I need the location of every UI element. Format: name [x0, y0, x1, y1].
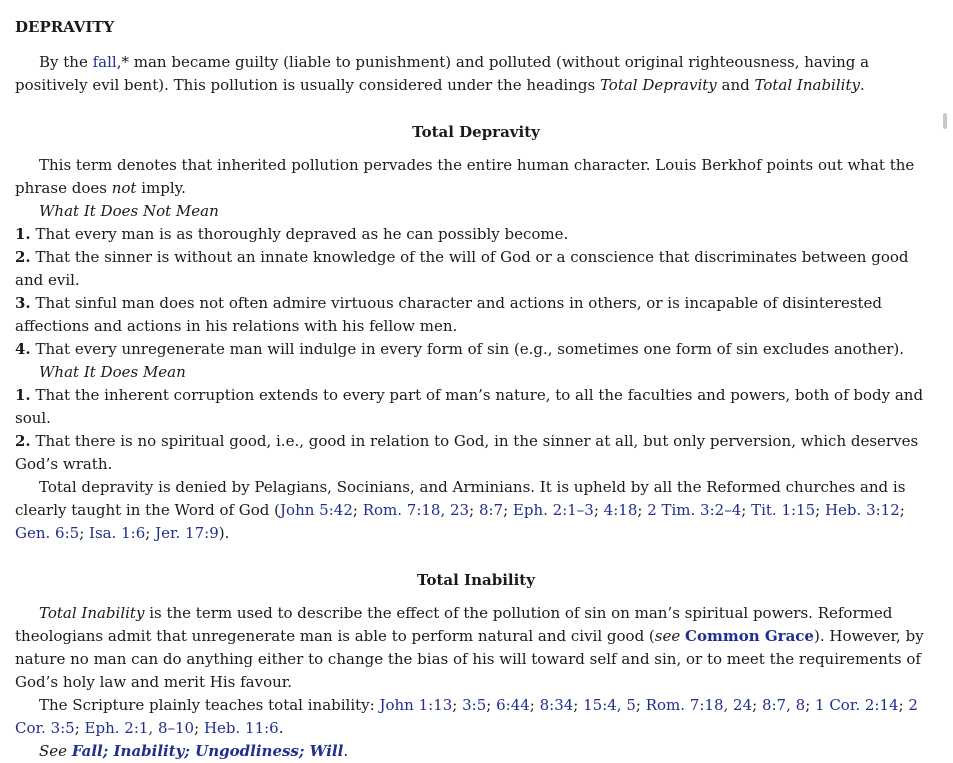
- scripture-ref-link[interactable]: Eph. 2:1–3: [512, 501, 594, 519]
- scripture-ref-link[interactable]: 4:18: [603, 501, 638, 519]
- see-also-link-fall[interactable]: Fall: [71, 742, 103, 760]
- scripture-ref-link[interactable]: 2 Cor. 3:5: [15, 696, 918, 737]
- list-item: 4. That every unregenerate man will indulge in every form of sin (e.g., sometimes one form of sin excludes another).: [15, 340, 905, 358]
- scripture-ref-link[interactable]: Rom. 7:18, 24: [645, 696, 753, 714]
- depravity-intro: This term denotes that inherited pollution pervades the entire human character. Louis Berkhof points out what the phrase does not imply.: [15, 156, 915, 197]
- common-grace-link[interactable]: Common Grace: [685, 627, 814, 645]
- not-mean-list: [15, 223, 937, 361]
- see-also: See Fall; Inability; Ungodliness; Will.: [39, 742, 349, 760]
- scripture-ref-link[interactable]: Gen. 6:5: [15, 524, 80, 542]
- scripture-ref-link[interactable]: 15:4, 5: [583, 696, 636, 714]
- scripture-ref-link[interactable]: Heb. 11:6: [203, 719, 279, 737]
- fall-link[interactable]: fall: [92, 53, 117, 71]
- inability-scripture: The Scripture plainly teaches total inability: John 1:13; 3:5; 6:44; 8:34; 15:4, 5; Rom. 7:18, 24; 8:7, 8; 1 Cor. 2:14; 2 Cor. 3:5; Eph. 2:1, 8–10; Heb. 11:6.: [15, 696, 918, 737]
- total-inability-heading: Total Inability: [417, 571, 535, 589]
- see-also-link-inability[interactable]: Inability: [113, 742, 185, 760]
- list-item: 2. That there is no spiritual good, i.e., good in relation to God, in the sinner at all, but only perversion, which deserves God’s wrath.: [15, 432, 919, 473]
- scripture-ref-link[interactable]: 8:34: [539, 696, 574, 714]
- entry-title: DEPRAVITY: [15, 18, 115, 36]
- see-also-link-ungodliness[interactable]: Ungodliness: [195, 742, 299, 760]
- scripture-ref-link[interactable]: Isa. 1:6: [89, 524, 146, 542]
- intro-paragraph: By the fall,* man became guilty (liable to punishment) and polluted (without original righteousness, having a positively evil bent). This pollution is usually considered under the headings Total Depravity and Total Inability.: [15, 53, 870, 94]
- scripture-ref-link[interactable]: Rom. 7:18, 23: [362, 501, 470, 519]
- scripture-ref-link[interactable]: 8:7, 8: [761, 696, 806, 714]
- list-item: 2. That the sinner is without an innate knowledge of the will of God or a conscience that discriminates between good and evil.: [15, 248, 909, 289]
- see-also-link-will[interactable]: Will: [309, 742, 344, 760]
- list-item: 1. That the inherent corruption extends to every part of man’s nature, to all the faculties and powers, both of body and soul.: [15, 386, 924, 427]
- scripture-ref-link[interactable]: 3:5: [462, 696, 487, 714]
- scripture-ref-link[interactable]: John 1:13: [379, 696, 453, 714]
- scripture-ref-link[interactable]: Heb. 3:12: [824, 501, 900, 519]
- scripture-references: John 1:13; 3:5; 6:44; 8:34; 15:4, 5; Rom. 7:18, 24; 8:7, 8; 1 Cor. 2:14; 2 Cor. 3:5; Eph. 2:1, 8–10; Heb. 11:6: [15, 696, 918, 737]
- scripture-references: John 5:42; Rom. 7:18, 23; 8:7; Eph. 2:1–3; 4:18; 2 Tim. 3:2–4; Tit. 1:15; Heb. 3:12; Gen. 6:5; Isa. 1:6; Jer. 17:9: [15, 501, 905, 542]
- scripture-ref-link[interactable]: 2 Tim. 3:2–4: [647, 501, 742, 519]
- not-mean-label: What It Does Not Mean: [39, 202, 219, 220]
- inability-paragraph: Total Inability is the term used to describe the effect of the pollution of sin on man’s spiritual powers. Reformed theologians admit that unregenerate man is able to perform natural and civil good (see Common Grace). However, by nature no man can do anything either to change the bias of his will toward self and sin, or to meet the requirements of God’s holy law and merit His favour.: [15, 604, 924, 691]
- scripture-ref-link[interactable]: Jer. 17:9: [155, 524, 219, 542]
- does-mean-list: [15, 384, 937, 476]
- scripture-ref-link[interactable]: Eph. 2:1, 8–10: [84, 719, 195, 737]
- list-item: 3. That sinful man does not often admire virtuous character and actions in others, or is incapable of disinterested affections and actions in his relations with his fellow men.: [15, 294, 882, 335]
- total-depravity-heading: Total Depravity: [412, 123, 540, 141]
- scripture-ref-link[interactable]: 1 Cor. 2:14: [815, 696, 899, 714]
- scripture-ref-link[interactable]: 8:7: [478, 501, 504, 519]
- document-body: [15, 16, 937, 763]
- depravity-closing: Total depravity is denied by Pelagians, Socinians, and Arminians. It is upheld by all the Reformed churches and is clearly taught in the Word of God (John 5:42; Rom. 7:18, 23; 8:7; Eph. 2:1–3; 4:18; 2 Tim. 3:2–4; Tit. 1:15; Heb. 3:12; Gen. 6:5; Isa. 1:6; Jer. 17:9).: [15, 478, 906, 542]
- does-mean-label: What It Does Mean: [39, 363, 186, 381]
- scripture-ref-link[interactable]: John 5:42: [280, 501, 353, 519]
- scripture-ref-link[interactable]: Tit. 1:15: [751, 501, 816, 519]
- scripture-ref-link[interactable]: 6:44: [496, 696, 530, 714]
- scrollbar-thumb[interactable]: [943, 113, 947, 129]
- list-item: 1. That every man is as thoroughly depraved as he can possibly become.: [15, 225, 569, 243]
